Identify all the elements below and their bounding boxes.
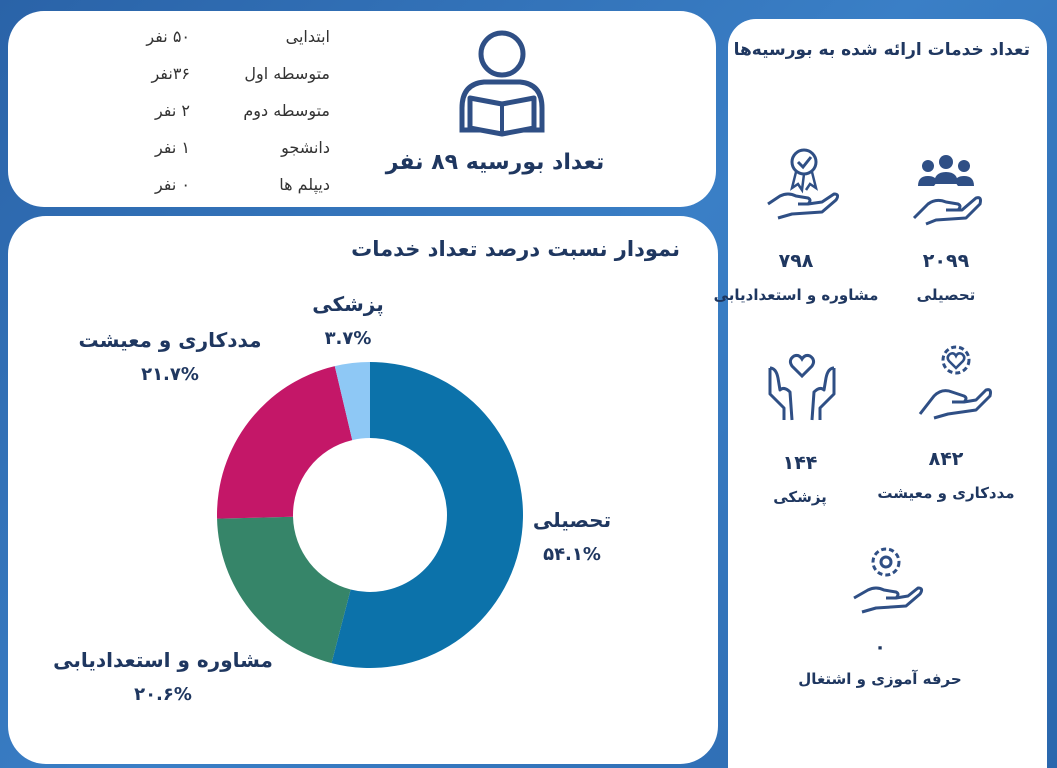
pie-label-counseling: مشاوره و استعدادیابی (53, 648, 273, 672)
gear-hand-icon (846, 544, 926, 624)
pie-pct-academic: ۵۴.۱% (543, 544, 601, 565)
pie-pct-welfare: ۲۱.۷% (141, 364, 199, 385)
stat-value: ۵۰ نفر (146, 27, 190, 46)
service-value-vocational: ۰ (874, 636, 886, 658)
services-title: تعداد خدمات ارائه شده به بورسیه‌ها (733, 40, 1030, 60)
donut-slice-welfare (217, 366, 352, 518)
pie-pct-medical: ۳.۷% (324, 328, 372, 349)
service-value-welfare: ۸۴۲ (928, 448, 964, 470)
stat-value: ۲ نفر (154, 101, 190, 120)
stat-value: ۰ نفر (154, 175, 190, 194)
reading-person-icon (452, 28, 552, 138)
service-label-counseling: مشاوره و استعدادیابی (713, 286, 879, 304)
heart-hands-icon (762, 348, 842, 428)
stat-value: ۳۶نفر (151, 64, 190, 83)
stat-label: دیپلم ها (279, 175, 330, 194)
total-scholars: تعداد بورسیه ۸۹ نفر (385, 150, 605, 175)
heart-hand-icon (914, 342, 994, 422)
service-label-vocational: حرفه آموزی و اشتغال (798, 670, 962, 688)
stat-label: متوسطه اول (244, 64, 330, 83)
stat-label: متوسطه دوم (243, 101, 330, 120)
pie-label-medical: پزشکی (312, 292, 384, 316)
pie-pct-counseling: ۲۰.۶% (134, 684, 192, 705)
group-hand-icon (906, 148, 986, 228)
donut-slice-counseling (217, 517, 351, 663)
service-label-academic: تحصیلی (916, 286, 976, 304)
donut-chart (200, 345, 540, 685)
pie-label-academic: تحصیلی (532, 508, 612, 532)
service-value-counseling: ۷۹۸ (778, 250, 814, 272)
award-hand-icon (762, 144, 842, 224)
service-label-welfare: مددکاری و معیشت (877, 484, 1015, 502)
stat-label: دانشجو (281, 138, 330, 157)
service-value-medical: ۱۴۴ (782, 452, 818, 474)
stat-label: ابتدایی (285, 27, 330, 46)
chart-title: نمودار نسبت درصد تعداد خدمات (351, 237, 680, 261)
pie-label-welfare: مددکاری و معیشت (78, 328, 262, 352)
service-label-medical: پزشکی (773, 488, 827, 506)
service-value-academic: ۲۰۹۹ (922, 250, 970, 272)
stat-value: ۱ نفر (154, 138, 190, 157)
